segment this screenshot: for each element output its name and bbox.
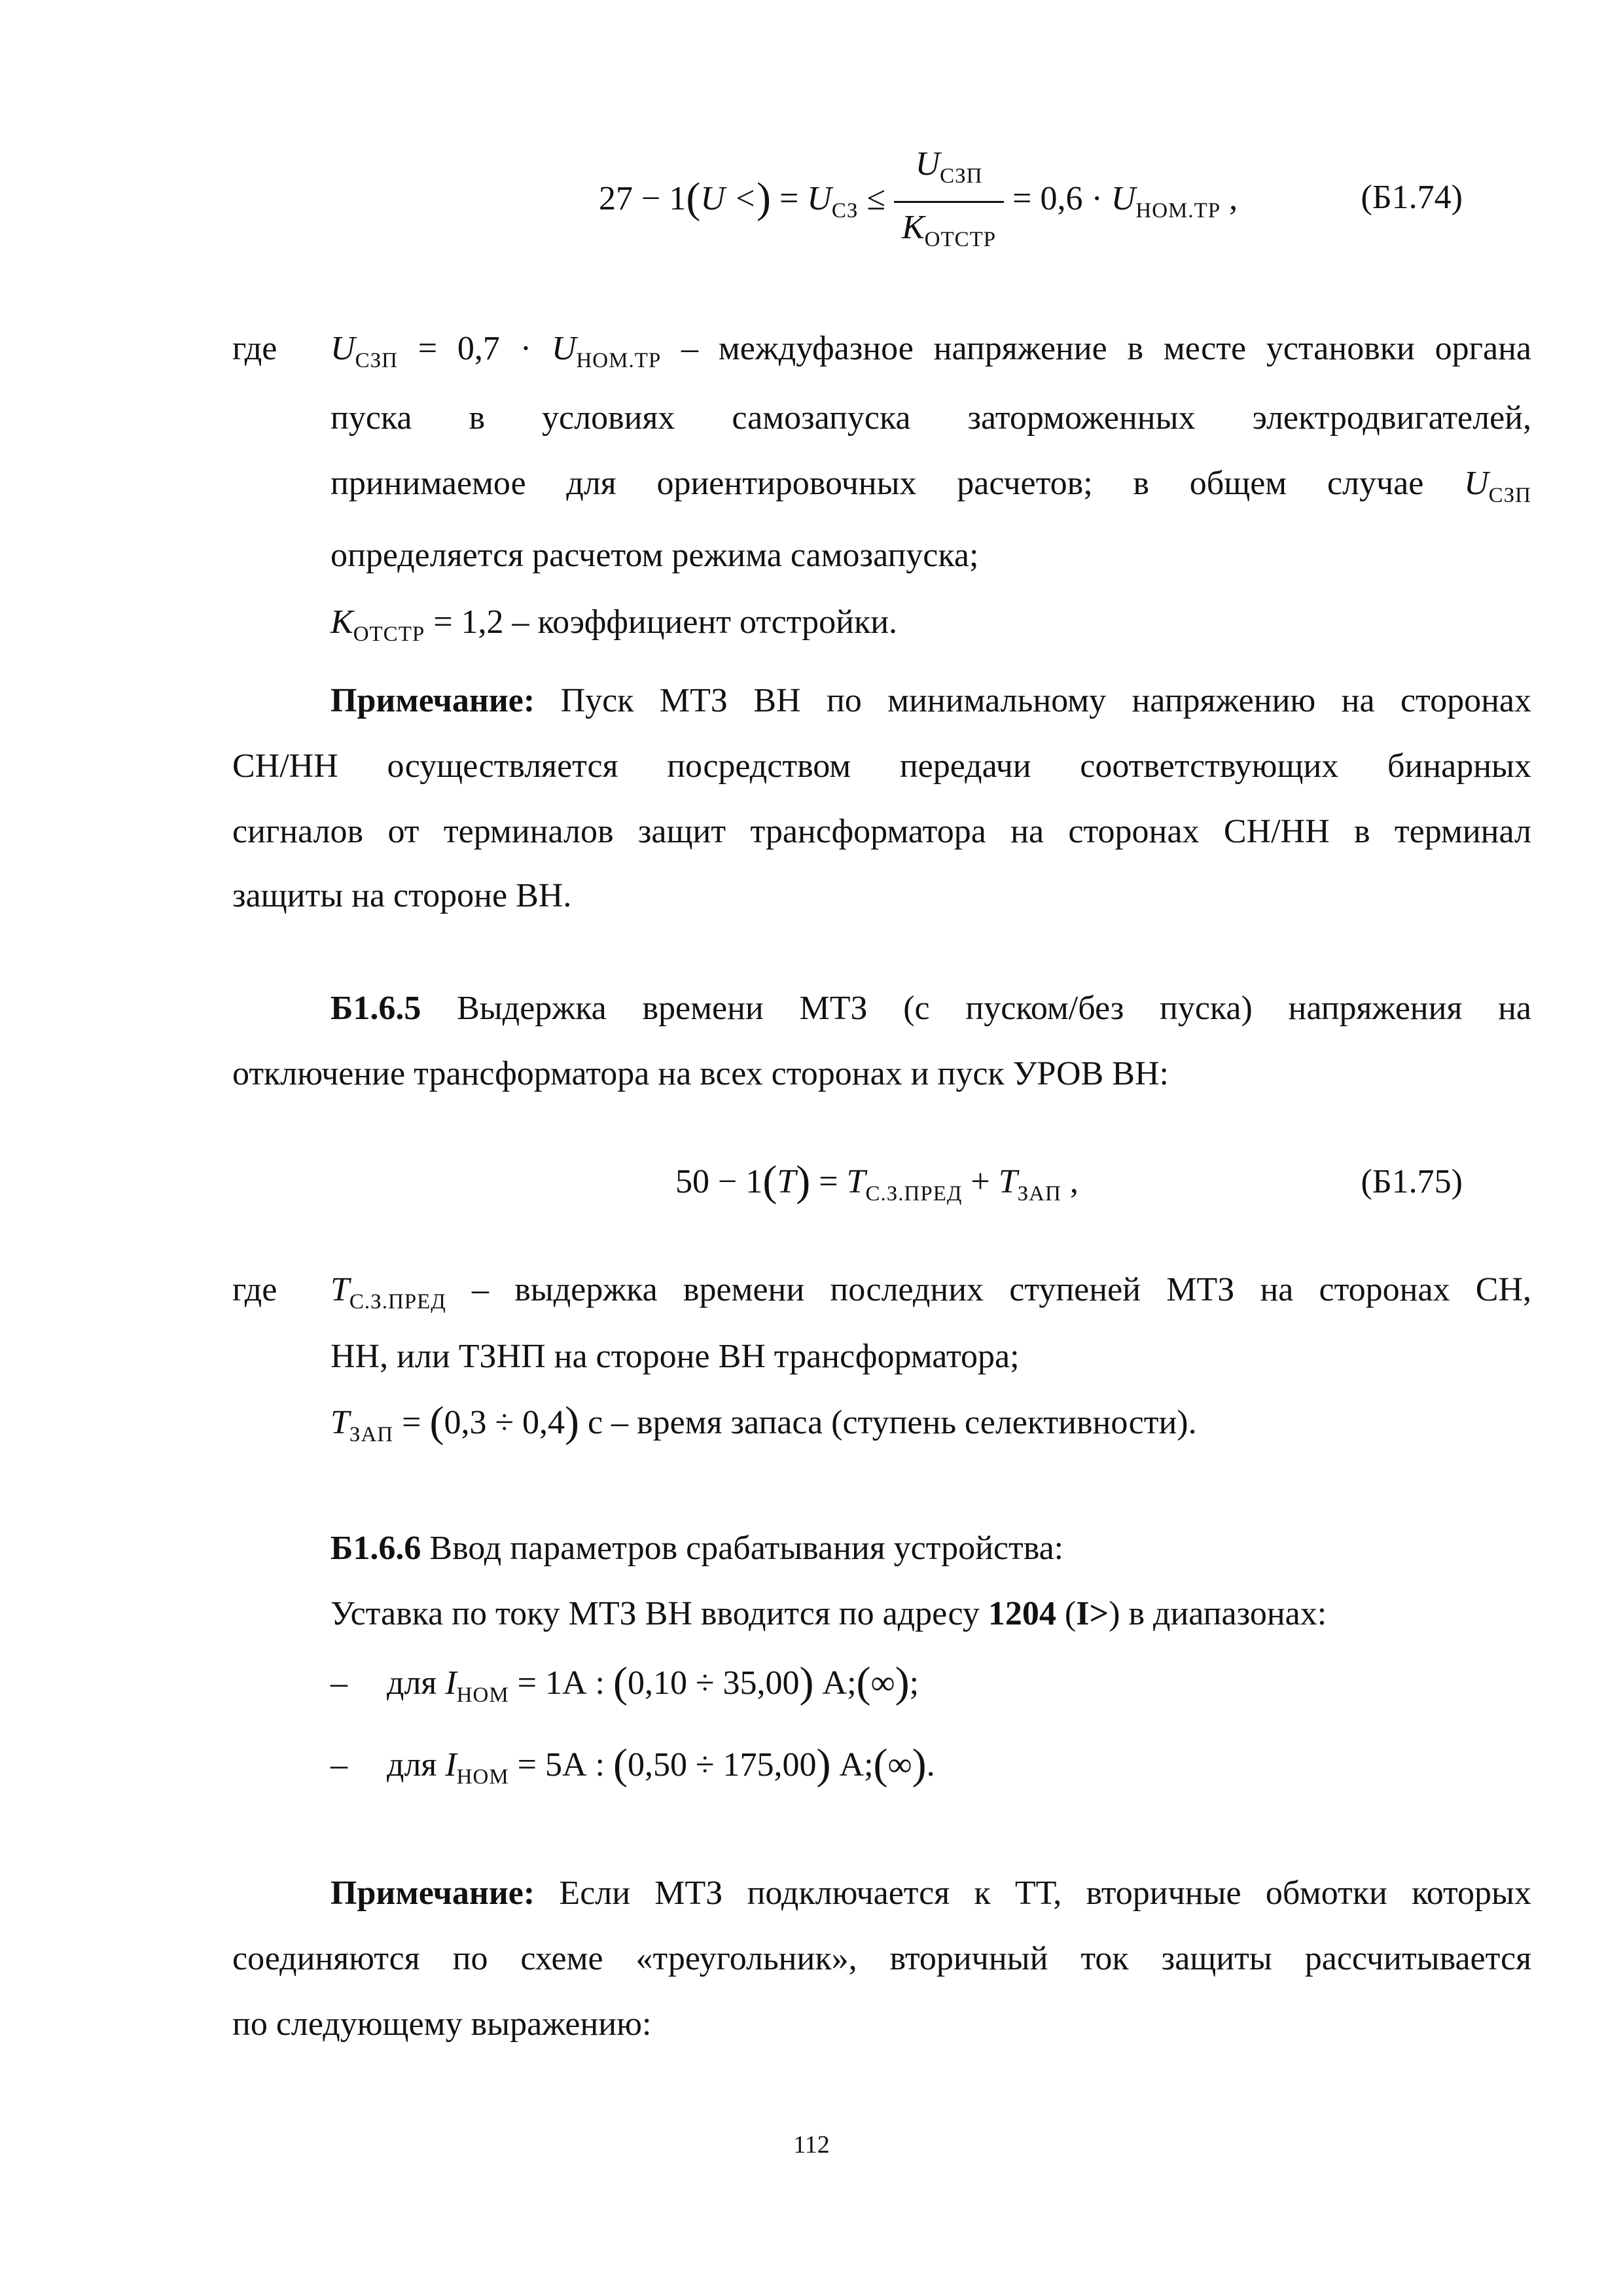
where1-line5-text: = 1,2 – коэффициент отстройки. <box>425 603 898 641</box>
where2-tzap-symbol: T <box>330 1404 349 1441</box>
where1-line1 <box>330 329 1531 381</box>
formula-b175-tail: , <box>1061 1163 1079 1200</box>
section-b165-line2: отключение трансформатора на всех сторонах и пуск УРОВ ВН: <box>232 1055 1169 1092</box>
where1-line3-symbol: U <box>1464 465 1489 502</box>
section-b166-number: Б1.6.6 <box>330 1530 421 1567</box>
range-item-end: . <box>926 1746 935 1784</box>
where1-line4: определяется расчетом режима самозапуска; <box>330 537 979 574</box>
range-item-sub: НОМ <box>456 1765 509 1789</box>
where2-tzap-range: 0,3 ÷ 0,4 <box>444 1404 565 1441</box>
formula-b174-den-sub: ОТСТР <box>924 227 997 251</box>
where2-gde: где <box>232 1271 277 1308</box>
where2-tzap-sub: ЗАП <box>349 1423 394 1446</box>
formula-b174-number: (Б1.74) <box>1361 179 1463 216</box>
where1-line1-text: – междуфазное напряжение в месте установки органа <box>661 330 1531 367</box>
formula-b174-le: ≤ <box>858 180 894 217</box>
where1-usz-eq: = 0,7 · <box>397 330 552 367</box>
range-item-end: ; <box>909 1664 919 1702</box>
range-item-pre: для <box>387 1746 446 1784</box>
where2-line1 <box>330 1270 1531 1322</box>
section-b165-line1-text: Выдержка времени МТЗ (с пуском/без пуска) напряжения на <box>421 990 1531 1027</box>
note2-line2: соединяются по схеме «треугольник», вторичный ток защиты рассчитывается <box>232 1940 1531 1977</box>
formula-b175-t1-sub: С.З.ПРЕД <box>865 1182 963 1206</box>
range-item-infinity: ∞ <box>887 1746 912 1784</box>
where2-line3: $T_{ЗАП} = (0,3 \div 0,4)$ с – время запаса (ступень селективности). <box>330 1398 1197 1446</box>
range-item-range: 0,10 ÷ 35,00 <box>627 1664 800 1702</box>
where1-usz-sub: СЗП <box>355 349 398 372</box>
formula-b175-lead: 50 − 1 <box>675 1163 763 1200</box>
formula-b175-t1: T <box>846 1163 866 1200</box>
formula-b175-number: (Б1.75) <box>1361 1163 1463 1200</box>
range-item-dash: – <box>330 1746 348 1784</box>
formula-b174-fraction <box>894 145 1004 259</box>
note1-line1 <box>330 681 1531 721</box>
formula-b175-eq: = <box>810 1163 847 1200</box>
formula-b174-unom: U <box>1111 180 1136 217</box>
range-item-unit: А; <box>813 1664 857 1702</box>
formula-b174-usz: U <box>807 180 832 217</box>
section-b166-title <box>330 1528 1063 1569</box>
formula-b175-plus: + <box>962 1163 999 1200</box>
formula-b174-eq2: = 0,6 · <box>1004 180 1111 217</box>
formula-b174-eq1: = <box>770 180 808 217</box>
setpoint-address: 1204 <box>988 1595 1056 1632</box>
where1-line2: пуска в условиях самозапуска заторможенных электродвигателей, <box>330 399 1531 437</box>
range-item-value: = 1А : <box>508 1664 613 1702</box>
where1-gde: где <box>232 330 277 367</box>
formula-b175-t2: T <box>998 1163 1018 1200</box>
where1-line5 <box>330 602 897 655</box>
range-item-dash: – <box>330 1664 348 1702</box>
range-item-symbol: I <box>445 1746 457 1784</box>
range-item-range: 0,50 ÷ 175,00 <box>627 1746 817 1784</box>
formula-b174-usz-sub: СЗ <box>831 199 859 223</box>
formula-b174-arg: U < <box>700 180 757 217</box>
page-number: 112 <box>793 2131 830 2159</box>
section-b166-setpoint <box>330 1594 1327 1634</box>
range-item-symbol: I <box>445 1664 457 1702</box>
section-b166-title-text: Ввод параметров срабатывания устройства: <box>421 1530 1064 1567</box>
formula-b174-num: U <box>915 145 940 183</box>
range-item-sub: НОМ <box>456 1683 509 1707</box>
note2-line1-text: Если МТЗ подключается к ТТ, вторичные обмотки которых <box>535 1874 1531 1912</box>
formula-b175: $50 - 1(T) = T_{С.З.ПРЕД} + T_{ЗАП}$ , <box>675 1157 1079 1206</box>
note1-line4: защиты на стороне ВН. <box>232 877 572 914</box>
range-item-2: – для $I_{НОМ} = 5А$ : (0,50 ÷ 175,00) А;(∞). <box>330 1740 935 1789</box>
where2-line1-text: – выдержка времени последних ступеней МТЗ на сторонах СН, <box>446 1271 1531 1308</box>
range-item-infinity: ∞ <box>870 1664 895 1702</box>
setpoint-code: I> <box>1076 1595 1109 1632</box>
formula-b175-arg: T <box>777 1163 796 1200</box>
formula-b174-num-sub: СЗП <box>940 164 983 188</box>
where1-line3-text: принимаемое для ориентировочных расчетов; в общем случае <box>330 465 1465 502</box>
note2-label: Примечание: <box>330 1874 535 1912</box>
formula-b174-lead: 27 − 1 <box>599 180 687 217</box>
setpoint-text-c: ) в диапазонах: <box>1109 1595 1327 1632</box>
section-b165-number: Б1.6.5 <box>330 990 421 1027</box>
setpoint-text-b: ( <box>1056 1595 1077 1632</box>
note2-line1 <box>330 1873 1531 1914</box>
setpoint-text-a: Уставка по току МТЗ ВН вводится по адресу <box>330 1595 988 1632</box>
note2-line3: по следующему выражению: <box>232 2005 652 2043</box>
formula-b175-t2-sub: ЗАП <box>1017 1182 1061 1206</box>
note1-line1-text: Пуск МТЗ ВН по минимальному напряжению на сторонах <box>535 682 1531 719</box>
formula-b174-den: K <box>901 208 925 246</box>
where2-tzap-eq: = <box>393 1404 430 1441</box>
where1-kots-sub: ОТСТР <box>353 622 425 646</box>
where2-line3-text: с – время запаса (ступень селективности). <box>579 1404 1197 1441</box>
range-item-unit: А; <box>830 1746 874 1784</box>
where2-tsz-symbol: T <box>330 1271 349 1308</box>
note1-line3: сигналов от терминалов защит трансформатора на сторонах СН/НН в терминал <box>232 813 1531 850</box>
note1-line2: СН/НН осуществляется посредством передачи соответствующих бинарных <box>232 747 1531 785</box>
note1-label: Примечание: <box>330 682 535 719</box>
range-item-1: – для $I_{НОМ} = 1А$ : (0,10 ÷ 35,00) А;(∞); <box>330 1659 919 1707</box>
range-item-pre: для <box>387 1664 446 1702</box>
section-b165-line1 <box>330 988 1531 1029</box>
formula-b174: 27 − 1(U <) = $U_{СЗ}$ ≤ $\frac{U_{СЗП}}{K_{ОТСТР}}$ = $0,6 \cdot U_{НОМ.ТР}$ , <box>599 136 1238 260</box>
where1-unom-sub: НОМ.ТР <box>576 349 662 372</box>
where1-line3-sub: СЗП <box>1488 484 1531 507</box>
where1-unom-symbol: U <box>551 330 577 367</box>
where2-tsz-sub: С.З.ПРЕД <box>349 1290 446 1314</box>
where1-line3 <box>330 463 1531 516</box>
formula-b174-tail: , <box>1221 180 1238 217</box>
formula-b174-unom-sub: НОМ.ТР <box>1135 199 1221 223</box>
where2-line2: НН, или ТЗНП на стороне ВН трансформатора; <box>330 1338 1020 1375</box>
where1-kots-symbol: K <box>330 603 353 641</box>
where1-usz-symbol: U <box>330 330 355 367</box>
range-item-value: = 5А : <box>508 1746 613 1784</box>
